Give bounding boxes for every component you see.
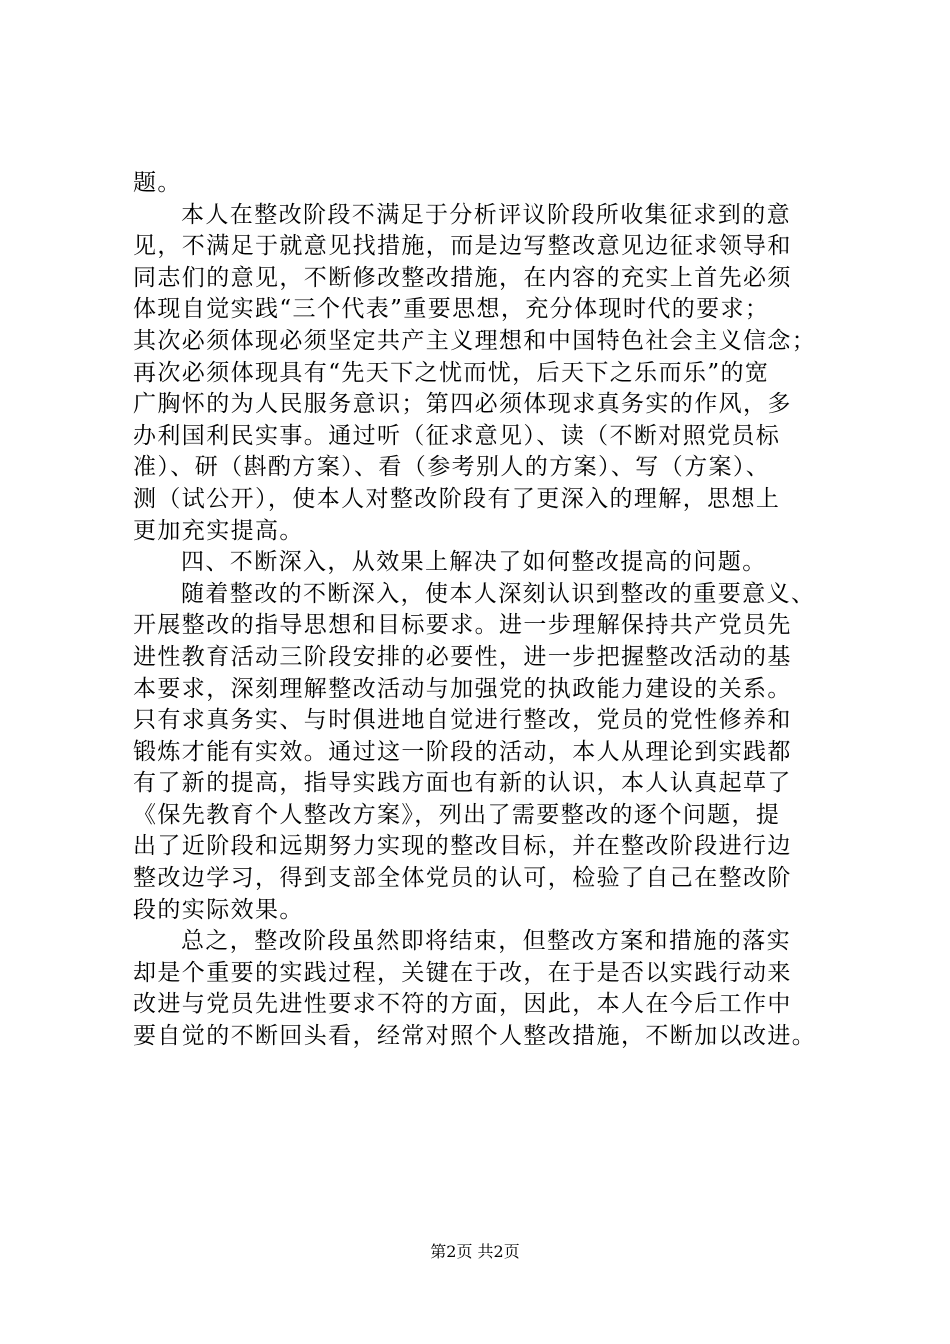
text-line: 本要求，深刻理解整改活动与加强党的执政能力建设的关系。 xyxy=(133,675,792,702)
text-line: 却是个重要的实践过程，关键在于改，在于是否以实践行动来 xyxy=(133,959,792,986)
paragraph-start-line: 随着整改的不断深入，使本人深刻认识到整改的重要意义、 xyxy=(181,580,816,607)
text-line: 体现自觉实践“三个代表”重要思想，充分体现时代的要求； xyxy=(133,296,770,323)
text-line: 题。 xyxy=(133,170,182,196)
page-number-label: 第2页 共2页 xyxy=(430,1242,520,1261)
text-line: 更加充实提高。 xyxy=(133,517,304,544)
text-line: 改进与党员先进性要求不符的方面，因此，本人在今后工作中 xyxy=(133,991,792,1018)
text-line: 开展整改的指导思想和目标要求。进一步理解保持共产党员先 xyxy=(133,612,792,639)
text-line: 再次必须体现具有“先天下之忧而忧，后天下之乐而乐”的宽 xyxy=(133,359,770,386)
section-heading: 四、不断深入，从效果上解决了如何整改提高的问题。 xyxy=(181,549,767,576)
text-line: 要自觉的不断回头看，经常对照个人整改措施，不断加以改进。 xyxy=(133,1023,817,1050)
text-line: 测（试公开），使本人对整改阶段有了更深入的理解，思想上 xyxy=(133,485,781,512)
paragraph-start-line: 本人在整改阶段不满足于分析评议阶段所收集征求到的意 xyxy=(181,201,791,228)
text-line: 进性教育活动三阶段安排的必要性，进一步把握整改活动的基 xyxy=(133,643,792,670)
paragraph-start-line: 总之，整改阶段虽然即将结束，但整改方案和措施的落实 xyxy=(181,928,791,955)
text-line: 同志们的意见，不断修改整改措施，在内容的充实上首先必须 xyxy=(133,264,792,291)
text-line: 准）、研（斟酌方案）、看（参考别人的方案）、写（方案）、 xyxy=(133,454,771,481)
text-line: 出了近阶段和远期努力实现的整改目标，并在整改阶段进行边 xyxy=(133,833,792,860)
text-line: 只有求真务实、与时俱进地自觉进行整改，党员的党性修养和 xyxy=(133,707,792,734)
page-footer xyxy=(0,1241,950,1263)
text-line: 段的实际效果。 xyxy=(133,896,304,923)
text-line: 有了新的提高，指导实践方面也有新的认识，本人认真起草了 xyxy=(133,770,792,797)
text-line: 其次必须体现必须坚定共产主义理想和中国特色社会主义信念； xyxy=(133,327,817,354)
text-line: 锻炼才能有实效。通过这一阶段的活动，本人从理论到实践都 xyxy=(133,738,792,765)
text-line: 见，不满足于就意见找措施，而是边写整改意见边征求领导和 xyxy=(133,233,792,260)
text-line: 广胸怀的为人民服务意识；第四必须体现求真务实的作风，多 xyxy=(133,391,792,418)
document-body xyxy=(133,168,853,1053)
text-line: 办利国利民实事。通过听（征求意见）、读（不断对照党员标 xyxy=(133,422,781,449)
text-line: 《保先教育个人整改方案》，列出了需要整改的逐个问题，提 xyxy=(133,801,781,828)
text-line: 整改边学习，得到支部全体党员的认可，检验了自己在整改阶 xyxy=(133,865,792,892)
